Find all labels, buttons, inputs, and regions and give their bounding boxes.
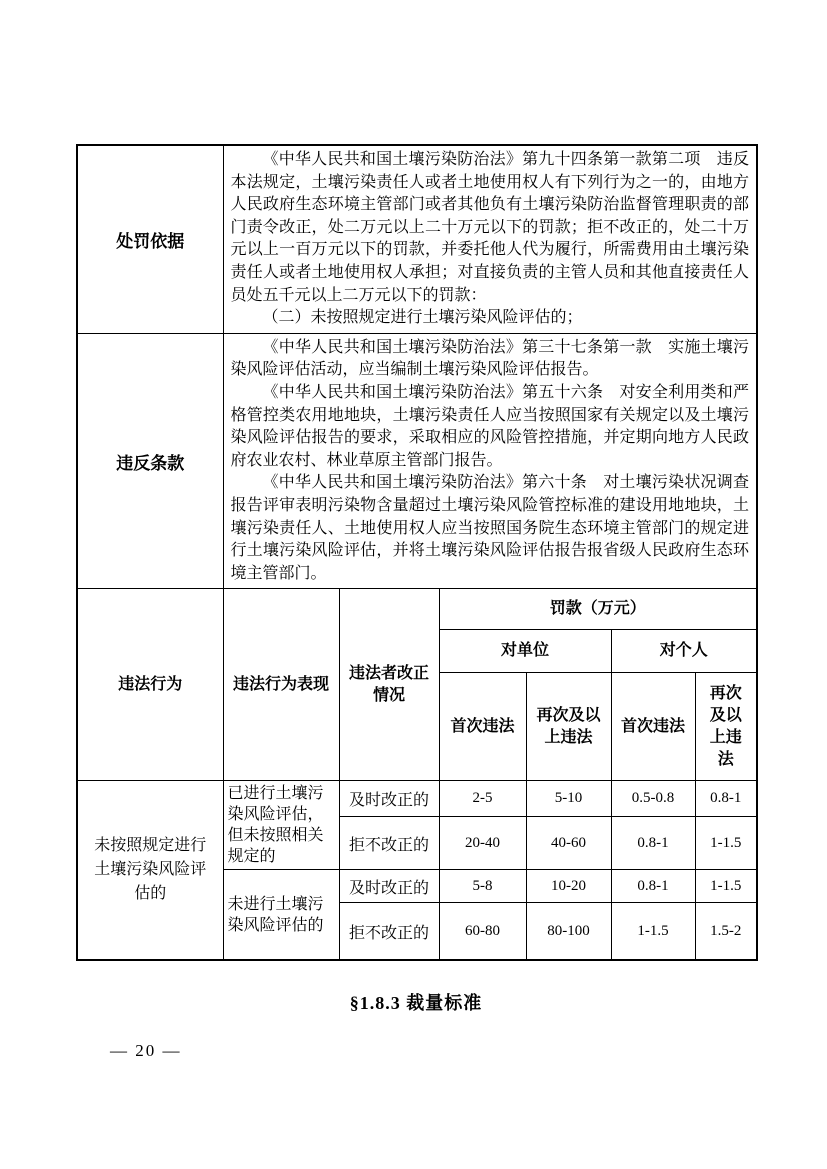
- fine-individual-repeat: 1-1.5: [695, 817, 757, 870]
- fine-individual-first: 0.5-0.8: [611, 781, 695, 817]
- fine-individual-first: 0.8-1: [611, 870, 695, 903]
- header-correction: 违法者改正情况: [339, 589, 439, 781]
- fine-unit-repeat: 80-100: [526, 903, 611, 960]
- fine-unit-repeat: 40-60: [526, 817, 611, 870]
- correction-cell: 及时改正的: [339, 870, 439, 903]
- penalty-basis-paragraph-1: 《中华人民共和国土壤污染防治法》第九十四条第一款第二项 违反本法规定，土壤污染责任人或者土地使用权人有下列行为之一的，由地方人民政府生态环境主管部门或者其他负有土壤污染防治监督管理职责的部门责令改正，处二万元以上二十万元以下的罚款；拒不改正的，处二十万元以上一百万元以下的罚款，并委托他人代为履行，所需费用由土壤污染责任人或者土地使用权人承担；对直接负责的主管人员和其他直接责任人员处五千元以上二万元以下的罚款：: [230, 151, 750, 304]
- penalty-basis-text: [223, 145, 757, 333]
- fine-unit-repeat: 5-10: [526, 781, 611, 817]
- header-unit-repeat: 再次及以上违法: [526, 673, 611, 781]
- table-header-row: [77, 589, 757, 630]
- header-fine-group: 罚款（万元）: [439, 589, 757, 630]
- fine-individual-repeat: 1.5-2: [695, 903, 757, 960]
- regulation-table: [76, 144, 758, 961]
- section-heading: §1.8.3 裁量标准: [349, 993, 483, 1013]
- penalty-basis-paragraph-2: （二）未按照规定进行土壤污染风险评估的；: [262, 309, 583, 327]
- manifestation-cell-2: 未进行土壤污染风险评估的: [223, 870, 339, 960]
- fine-individual-repeat: 0.8-1: [695, 781, 757, 817]
- violated-clause-paragraph-1: 《中华人民共和国土壤污染防治法》第三十七条第一款 实施土壤污染风险评估活动，应当编制土壤污染风险评估报告。: [230, 338, 750, 379]
- header-individual-repeat: 再次及以上违法: [695, 673, 757, 781]
- correction-cell: 拒不改正的: [339, 817, 439, 870]
- header-individual-first: 首次违法: [611, 673, 695, 781]
- header-unit-group: 对单位: [439, 630, 611, 673]
- manifestation-cell-1: 已进行土壤污染风险评估，但未按照相关规定的: [223, 781, 339, 870]
- fine-individual-first: 0.8-1: [611, 817, 695, 870]
- violated-clause-paragraph-3: 《中华人民共和国土壤污染防治法》第六十条 对土壤污染状况调查报告评审表明污染物含量超过土壤污染风险管控标准的建设用地地块，土壤污染责任人、土地使用权人应当按照国务院生态环境主管部门的规定进行土壤污染风险评估，并将土壤污染风险评估报告报省级人民政府生态环境主管部门。: [230, 474, 750, 582]
- penalty-basis-label: 处罚依据: [77, 145, 223, 333]
- fine-unit-first: 60-80: [439, 903, 526, 960]
- fine-unit-repeat: 10-20: [526, 870, 611, 903]
- header-unit-first: 首次违法: [439, 673, 526, 781]
- table-row: [77, 145, 757, 333]
- header-manifestation: 违法行为表现: [223, 589, 339, 781]
- header-individual-group: 对个人: [611, 630, 757, 673]
- violated-clauses-label: 违反条款: [77, 333, 223, 589]
- fine-individual-first: 1-1.5: [611, 903, 695, 960]
- table-row: [77, 333, 757, 589]
- behavior-cell: 未按照规定进行土壤污染风险评估的: [77, 781, 223, 960]
- table-row: [77, 781, 757, 817]
- violated-clause-paragraph-2: 《中华人民共和国土壤污染防治法》第五十六条 对安全利用类和严格管控类农用地地块，土壤污染责任人应当按照国家有关规定以及土壤污染风险评估报告的要求，采取相应的风险管控措施，并定期向地方人民政府农业农村、林业草原主管部门报告。: [230, 383, 750, 469]
- page-number: — 20 —: [110, 1041, 182, 1060]
- fine-unit-first: 2-5: [439, 781, 526, 817]
- fine-unit-first: 20-40: [439, 817, 526, 870]
- fine-individual-repeat: 1-1.5: [695, 870, 757, 903]
- correction-cell: 及时改正的: [339, 781, 439, 817]
- header-behavior: 违法行为: [77, 589, 223, 781]
- fine-unit-first: 5-8: [439, 870, 526, 903]
- violated-clauses-text: [223, 333, 757, 589]
- correction-cell: 拒不改正的: [339, 903, 439, 960]
